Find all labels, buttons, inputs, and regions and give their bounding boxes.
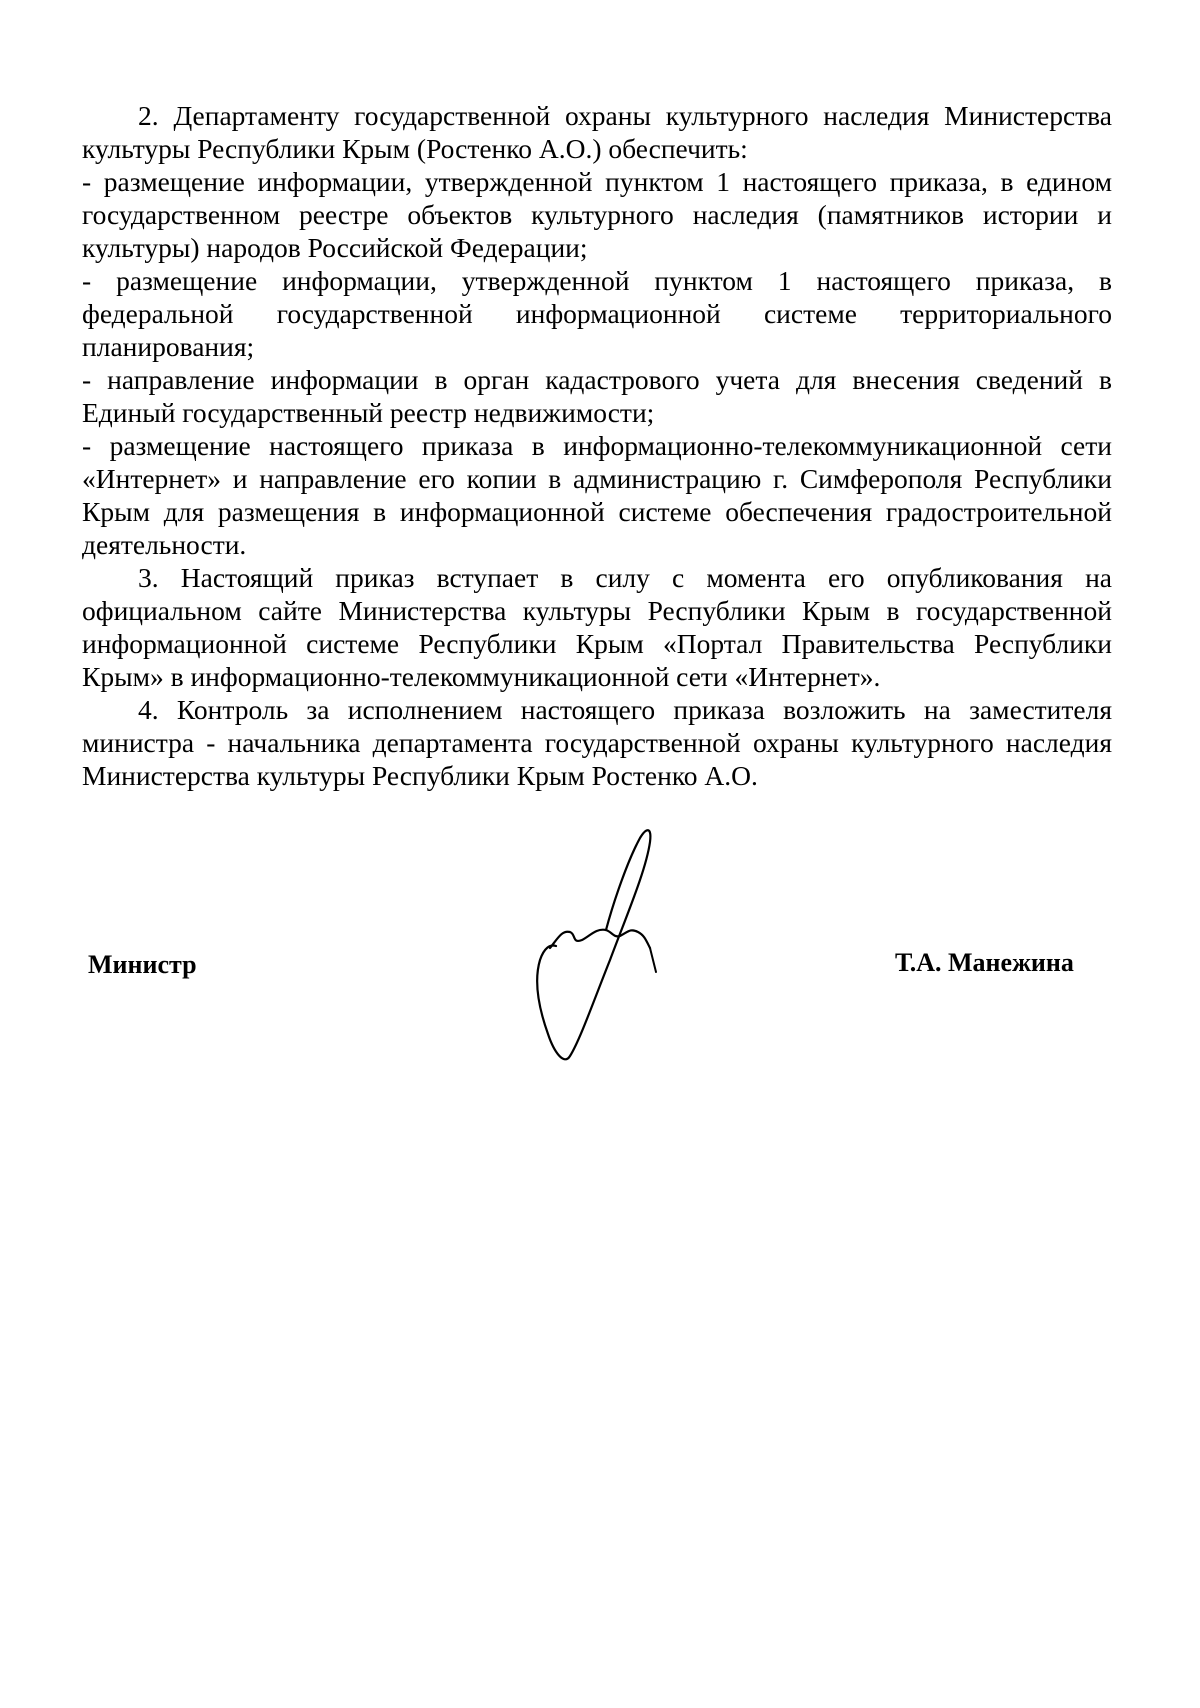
paragraph-3: 3. Настоящий приказ вступает в силу с момента его опубликования на официальном сайте Министерства культуры Республики Крым в государственной информационной системе Республики Крым «Портал Правительства Республики Крым» в информационно-телекоммуникационной сети «Интернет». xyxy=(82,562,1112,692)
paragraph-4: 4. Контроль за исполнением настоящего приказа возложить на заместителя министра - начальника департамента государственной охраны культурного наследия Министерства культуры Республики Крым Ростенко А.О. xyxy=(82,694,1112,791)
document-body xyxy=(82,99,1112,792)
bullet-cadastral: - направление информации в орган кадастрового учета для внесения сведений в Единый государственный реестр недвижимости; xyxy=(82,364,1112,428)
handwritten-signature-icon xyxy=(510,820,690,1080)
signature-block xyxy=(0,820,1200,1080)
signatory-title: Министр xyxy=(88,950,197,979)
signatory-name: Т.А. Манежина xyxy=(895,948,1074,977)
bullet-registry: - размещение информации, утвержденной пунктом 1 настоящего приказа, в едином государственном реестре объектов культурного наследия (памятников истории и культуры) народов Российской Федерации; xyxy=(82,166,1112,263)
bullet-planning-system: - размещение информации, утвержденной пунктом 1 настоящего приказа, в федеральной государственной информационной системе территориального планирования; xyxy=(82,265,1112,362)
paragraph-2: 2. Департаменту государственной охраны культурного наследия Министерства культуры Республики Крым (Ростенко А.О.) обеспечить: xyxy=(82,100,1112,164)
bullet-internet: - размещение настоящего приказа в информационно-телекоммуникационной сети «Интернет» и направление его копии в администрацию г. Симферополя Республики Крым для размещения в информационной системе обеспечения градостроительной деятельности. xyxy=(82,430,1112,560)
